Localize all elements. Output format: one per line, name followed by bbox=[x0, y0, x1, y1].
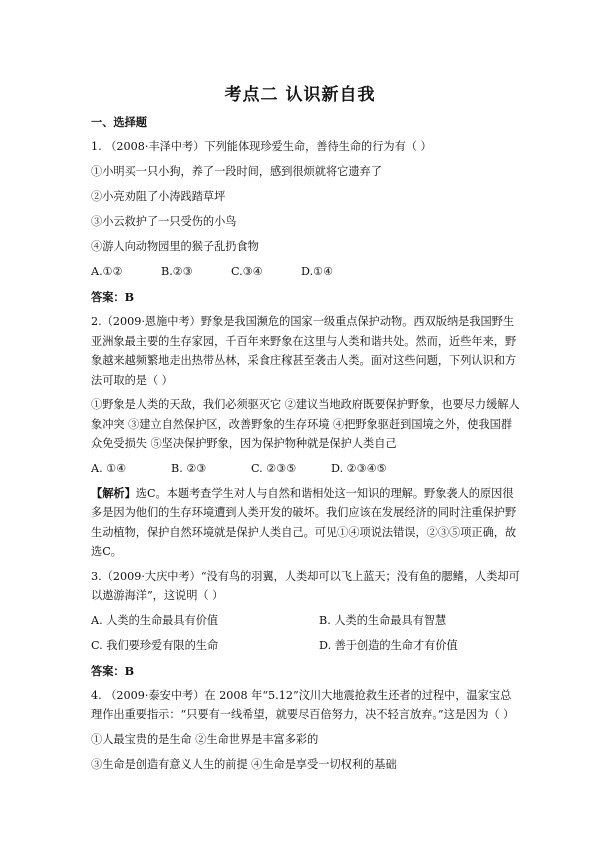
q4-item: ③生命是创造有意义人生的前提 ④生命是享受一切权利的基础 bbox=[91, 757, 397, 771]
section-heading: 一、选择题 bbox=[91, 115, 147, 129]
q2-option-d: D. ②③④⑤ bbox=[331, 461, 387, 475]
analysis-tag: 【解析】 bbox=[91, 485, 136, 500]
q1-option-b: B.②③ bbox=[161, 265, 193, 278]
q1-options bbox=[91, 262, 521, 282]
q2-stem: 2.（2009·恩施中考）野象是我国濒危的国家一级重点保护动物。西双版纳是我国野生亚洲象最主要的生存家园，千百年来野象在这里与人类和谐共处。然而，近些年来，野象越来越频繁地走出热带丛林，采食庄稼甚至袭击人类。面对这些问题，下列认识和方法可取的是（ ） bbox=[91, 315, 517, 387]
q1-option-c: C.③④ bbox=[231, 265, 263, 278]
q3-option-a: A. 人类的生命最具有价值 bbox=[91, 613, 219, 627]
q1-item: ②小亮劝阻了小涛践踏草坪 bbox=[91, 190, 226, 203]
q4-stem: 4. （2009·泰安中考）在 2008 年“5.12”汶川大地震抢救生还者的过程中，温家宝总理作出重要指示：“只要有一线希望，就要尽百倍努力，决不轻言放弃。”这是因为（ ） bbox=[91, 688, 515, 721]
q3-answer: 答案：B bbox=[91, 663, 135, 678]
document-body bbox=[91, 112, 521, 780]
q1-item: ③小云救护了一只受伤的小鸟 bbox=[91, 215, 237, 228]
q1-answer: 答案：B bbox=[91, 290, 135, 304]
q1-item: ①小明买一只小狗，养了一段时间，感到很烦就将它遗弃了 bbox=[91, 165, 382, 178]
q3-option-c: C. 我们要珍爱有限的生命 bbox=[91, 638, 219, 652]
q3-stem: 3.（2009·大庆中考）“没有鸟的羽翼，人类却可以飞上蓝天；没有鱼的腮鳍，人类却可以遨游海洋”，这说明（ ） bbox=[91, 569, 520, 602]
q1-option-d: D.①④ bbox=[301, 265, 334, 278]
q4-item: ①人最宝贵的是生命 ②生命世界是丰富多彩的 bbox=[91, 732, 319, 746]
q3-option-d: D. 善于创造的生命才有价值 bbox=[319, 638, 458, 652]
q1-stem: 1. （2008·丰泽中考）下列能体现珍爱生命，善待生命的行为有（ ） bbox=[91, 140, 432, 153]
page-title: 考点二 认识新自我 bbox=[224, 85, 376, 105]
q1-option-a: A.①② bbox=[91, 265, 123, 278]
q2-option-b: B. ②③ bbox=[171, 461, 207, 475]
q3-options bbox=[91, 611, 521, 656]
q2-options bbox=[91, 459, 521, 479]
q2-analysis bbox=[91, 484, 521, 562]
q3-option-b: B. 人类的生命最具有智慧 bbox=[319, 613, 447, 627]
analysis-text: 选C。本题考查学生对人与自然和谐相处这一知识的理解。野象袭人的原因很多是因为他们的生存环境遭到人类开发的破坏。我们应该在发展经济的同时注重保护野生动植物，保护自然环境就是保护人类自己。可见①④项说法错误，②③⑤项正确，故选C。 bbox=[91, 486, 517, 558]
q1-item: ④游人向动物园里的猴子乱扔食物 bbox=[91, 240, 259, 253]
q2-option-c: C. ②③⑤ bbox=[251, 461, 297, 475]
q2-option-a: A. ①④ bbox=[91, 461, 127, 475]
q2-items: ①野象是人类的天敌，我们必须驱灭它 ②建议当地政府既要保护野象，也要尽力缓解人象冲突 ③建立自然保护区，改善野象的生存环境 ④把野象驱赶到国境之外，使我国群众免受损失 ⑤坚决保护野象，因为保护物种就是保护人类自己 bbox=[91, 398, 520, 450]
